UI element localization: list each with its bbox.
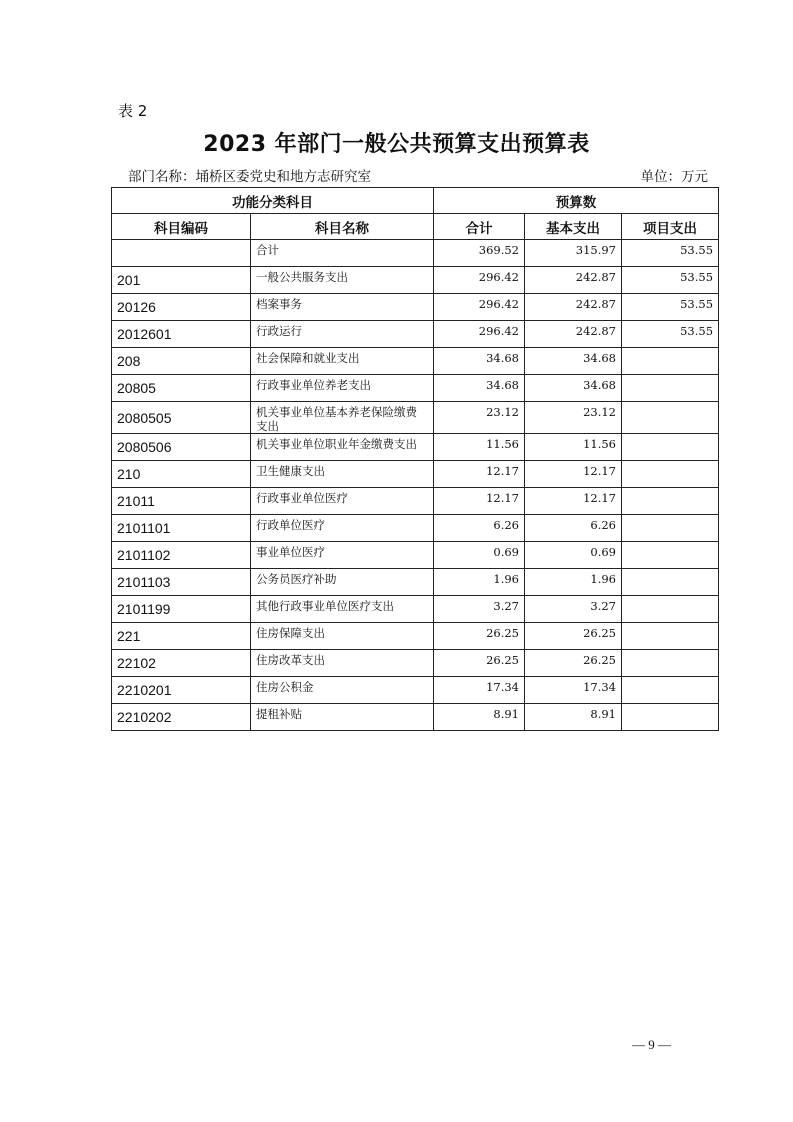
table-row — [112, 402, 719, 434]
cell-code: 201 — [112, 267, 251, 294]
column-header-basic: 基本支出 — [525, 214, 622, 240]
cell-name: 住房改革支出 — [251, 650, 434, 677]
cell-code: 208 — [112, 348, 251, 375]
cell-name: 社会保障和就业支出 — [251, 348, 434, 375]
cell-name: 事业单位医疗 — [251, 542, 434, 569]
group-header-function: 功能分类科目 — [112, 188, 434, 214]
unit-label: 单位：万元 — [640, 169, 708, 185]
cell-name: 行政单位医疗 — [251, 515, 434, 542]
table-row — [112, 321, 719, 348]
table-row — [112, 677, 719, 704]
cell-name: 卫生健康支出 — [251, 461, 434, 488]
cell-code — [112, 240, 251, 267]
table-row — [112, 348, 719, 375]
cell-basic: 34.68 — [525, 375, 622, 402]
cell-basic: 26.25 — [525, 650, 622, 677]
cell-name: 机关事业单位基本养老保险缴费支出 — [251, 402, 434, 434]
cell-code: 2101103 — [112, 569, 251, 596]
table-row — [112, 515, 719, 542]
cell-name: 住房公积金 — [251, 677, 434, 704]
cell-name: 提租补贴 — [251, 704, 434, 731]
cell-code: 2101199 — [112, 596, 251, 623]
cell-project: 53.55 — [622, 267, 719, 294]
cell-project: 53.55 — [622, 321, 719, 348]
cell-code: 20805 — [112, 375, 251, 402]
cell-basic: 3.27 — [525, 596, 622, 623]
cell-project — [622, 515, 719, 542]
cell-total: 296.42 — [434, 267, 525, 294]
table-row — [112, 375, 719, 402]
cell-basic: 23.12 — [525, 402, 622, 434]
table-row — [112, 488, 719, 515]
cell-code: 221 — [112, 623, 251, 650]
cell-project: 53.55 — [622, 240, 719, 267]
cell-total: 8.91 — [434, 704, 525, 731]
cell-name: 机关事业单位职业年金缴费支出 — [251, 434, 434, 461]
cell-basic: 17.34 — [525, 677, 622, 704]
cell-total: 296.42 — [434, 321, 525, 348]
cell-basic: 242.87 — [525, 267, 622, 294]
cell-code: 2012601 — [112, 321, 251, 348]
table-row — [112, 434, 719, 461]
cell-code: 21011 — [112, 488, 251, 515]
column-header-code: 科目编码 — [112, 214, 251, 240]
cell-code: 2210202 — [112, 704, 251, 731]
table-row — [112, 267, 719, 294]
cell-total: 34.68 — [434, 375, 525, 402]
cell-project — [622, 650, 719, 677]
header-column-row — [112, 214, 719, 240]
cell-total: 3.27 — [434, 596, 525, 623]
cell-project — [622, 375, 719, 402]
department-name: 部门名称：埇桥区委党史和地方志研究室 — [128, 169, 371, 185]
table-row — [112, 596, 719, 623]
column-header-name: 科目名称 — [251, 214, 434, 240]
cell-project — [622, 623, 719, 650]
cell-name: 合计 — [251, 240, 434, 267]
cell-basic: 11.56 — [525, 434, 622, 461]
cell-project — [622, 434, 719, 461]
table-row — [112, 569, 719, 596]
cell-name: 行政运行 — [251, 321, 434, 348]
group-header-budget: 预算数 — [434, 188, 719, 214]
cell-project — [622, 402, 719, 434]
cell-code: 2080506 — [112, 434, 251, 461]
table-row — [112, 294, 719, 321]
cell-code: 2101101 — [112, 515, 251, 542]
cell-basic: 242.87 — [525, 321, 622, 348]
cell-name: 档案事务 — [251, 294, 434, 321]
table-row — [112, 704, 719, 731]
cell-project — [622, 461, 719, 488]
cell-total: 12.17 — [434, 461, 525, 488]
cell-basic: 0.69 — [525, 542, 622, 569]
cell-project — [622, 677, 719, 704]
cell-project — [622, 542, 719, 569]
cell-project — [622, 704, 719, 731]
cell-name: 公务员医疗补助 — [251, 569, 434, 596]
cell-total: 0.69 — [434, 542, 525, 569]
cell-total: 17.34 — [434, 677, 525, 704]
table-row — [112, 542, 719, 569]
table-body — [112, 240, 719, 731]
cell-basic: 8.91 — [525, 704, 622, 731]
table-number-label: 表 2 — [118, 102, 148, 120]
header-group-row — [112, 188, 719, 214]
cell-code: 22102 — [112, 650, 251, 677]
cell-basic: 6.26 — [525, 515, 622, 542]
budget-table — [111, 187, 719, 731]
cell-total: 23.12 — [434, 402, 525, 434]
cell-project — [622, 596, 719, 623]
table-row — [112, 623, 719, 650]
cell-name: 住房保障支出 — [251, 623, 434, 650]
cell-basic: 12.17 — [525, 488, 622, 515]
cell-project: 53.55 — [622, 294, 719, 321]
cell-code: 210 — [112, 461, 251, 488]
cell-total: 296.42 — [434, 294, 525, 321]
cell-project — [622, 569, 719, 596]
table-row — [112, 461, 719, 488]
cell-total: 34.68 — [434, 348, 525, 375]
cell-name: 一般公共服务支出 — [251, 267, 434, 294]
cell-total: 12.17 — [434, 488, 525, 515]
cell-project — [622, 348, 719, 375]
cell-code: 20126 — [112, 294, 251, 321]
cell-code: 2080505 — [112, 402, 251, 434]
cell-total: 1.96 — [434, 569, 525, 596]
cell-basic: 1.96 — [525, 569, 622, 596]
cell-basic: 242.87 — [525, 294, 622, 321]
column-header-project: 项目支出 — [622, 214, 719, 240]
cell-basic: 12.17 — [525, 461, 622, 488]
cell-name: 行政事业单位养老支出 — [251, 375, 434, 402]
cell-name: 其他行政事业单位医疗支出 — [251, 596, 434, 623]
cell-basic: 34.68 — [525, 348, 622, 375]
cell-basic: 315.97 — [525, 240, 622, 267]
cell-name: 行政事业单位医疗 — [251, 488, 434, 515]
table-row — [112, 650, 719, 677]
page-title: 2023 年部门一般公共预算支出预算表 — [203, 132, 590, 157]
cell-code: 2210201 — [112, 677, 251, 704]
cell-total: 11.56 — [434, 434, 525, 461]
cell-total: 6.26 — [434, 515, 525, 542]
table-row — [112, 240, 719, 267]
cell-total: 26.25 — [434, 623, 525, 650]
cell-basic: 26.25 — [525, 623, 622, 650]
cell-project — [622, 488, 719, 515]
cell-total: 369.52 — [434, 240, 525, 267]
cell-total: 26.25 — [434, 650, 525, 677]
cell-code: 2101102 — [112, 542, 251, 569]
page-number: — 9 — — [632, 1037, 671, 1052]
column-header-total: 合计 — [434, 214, 525, 240]
